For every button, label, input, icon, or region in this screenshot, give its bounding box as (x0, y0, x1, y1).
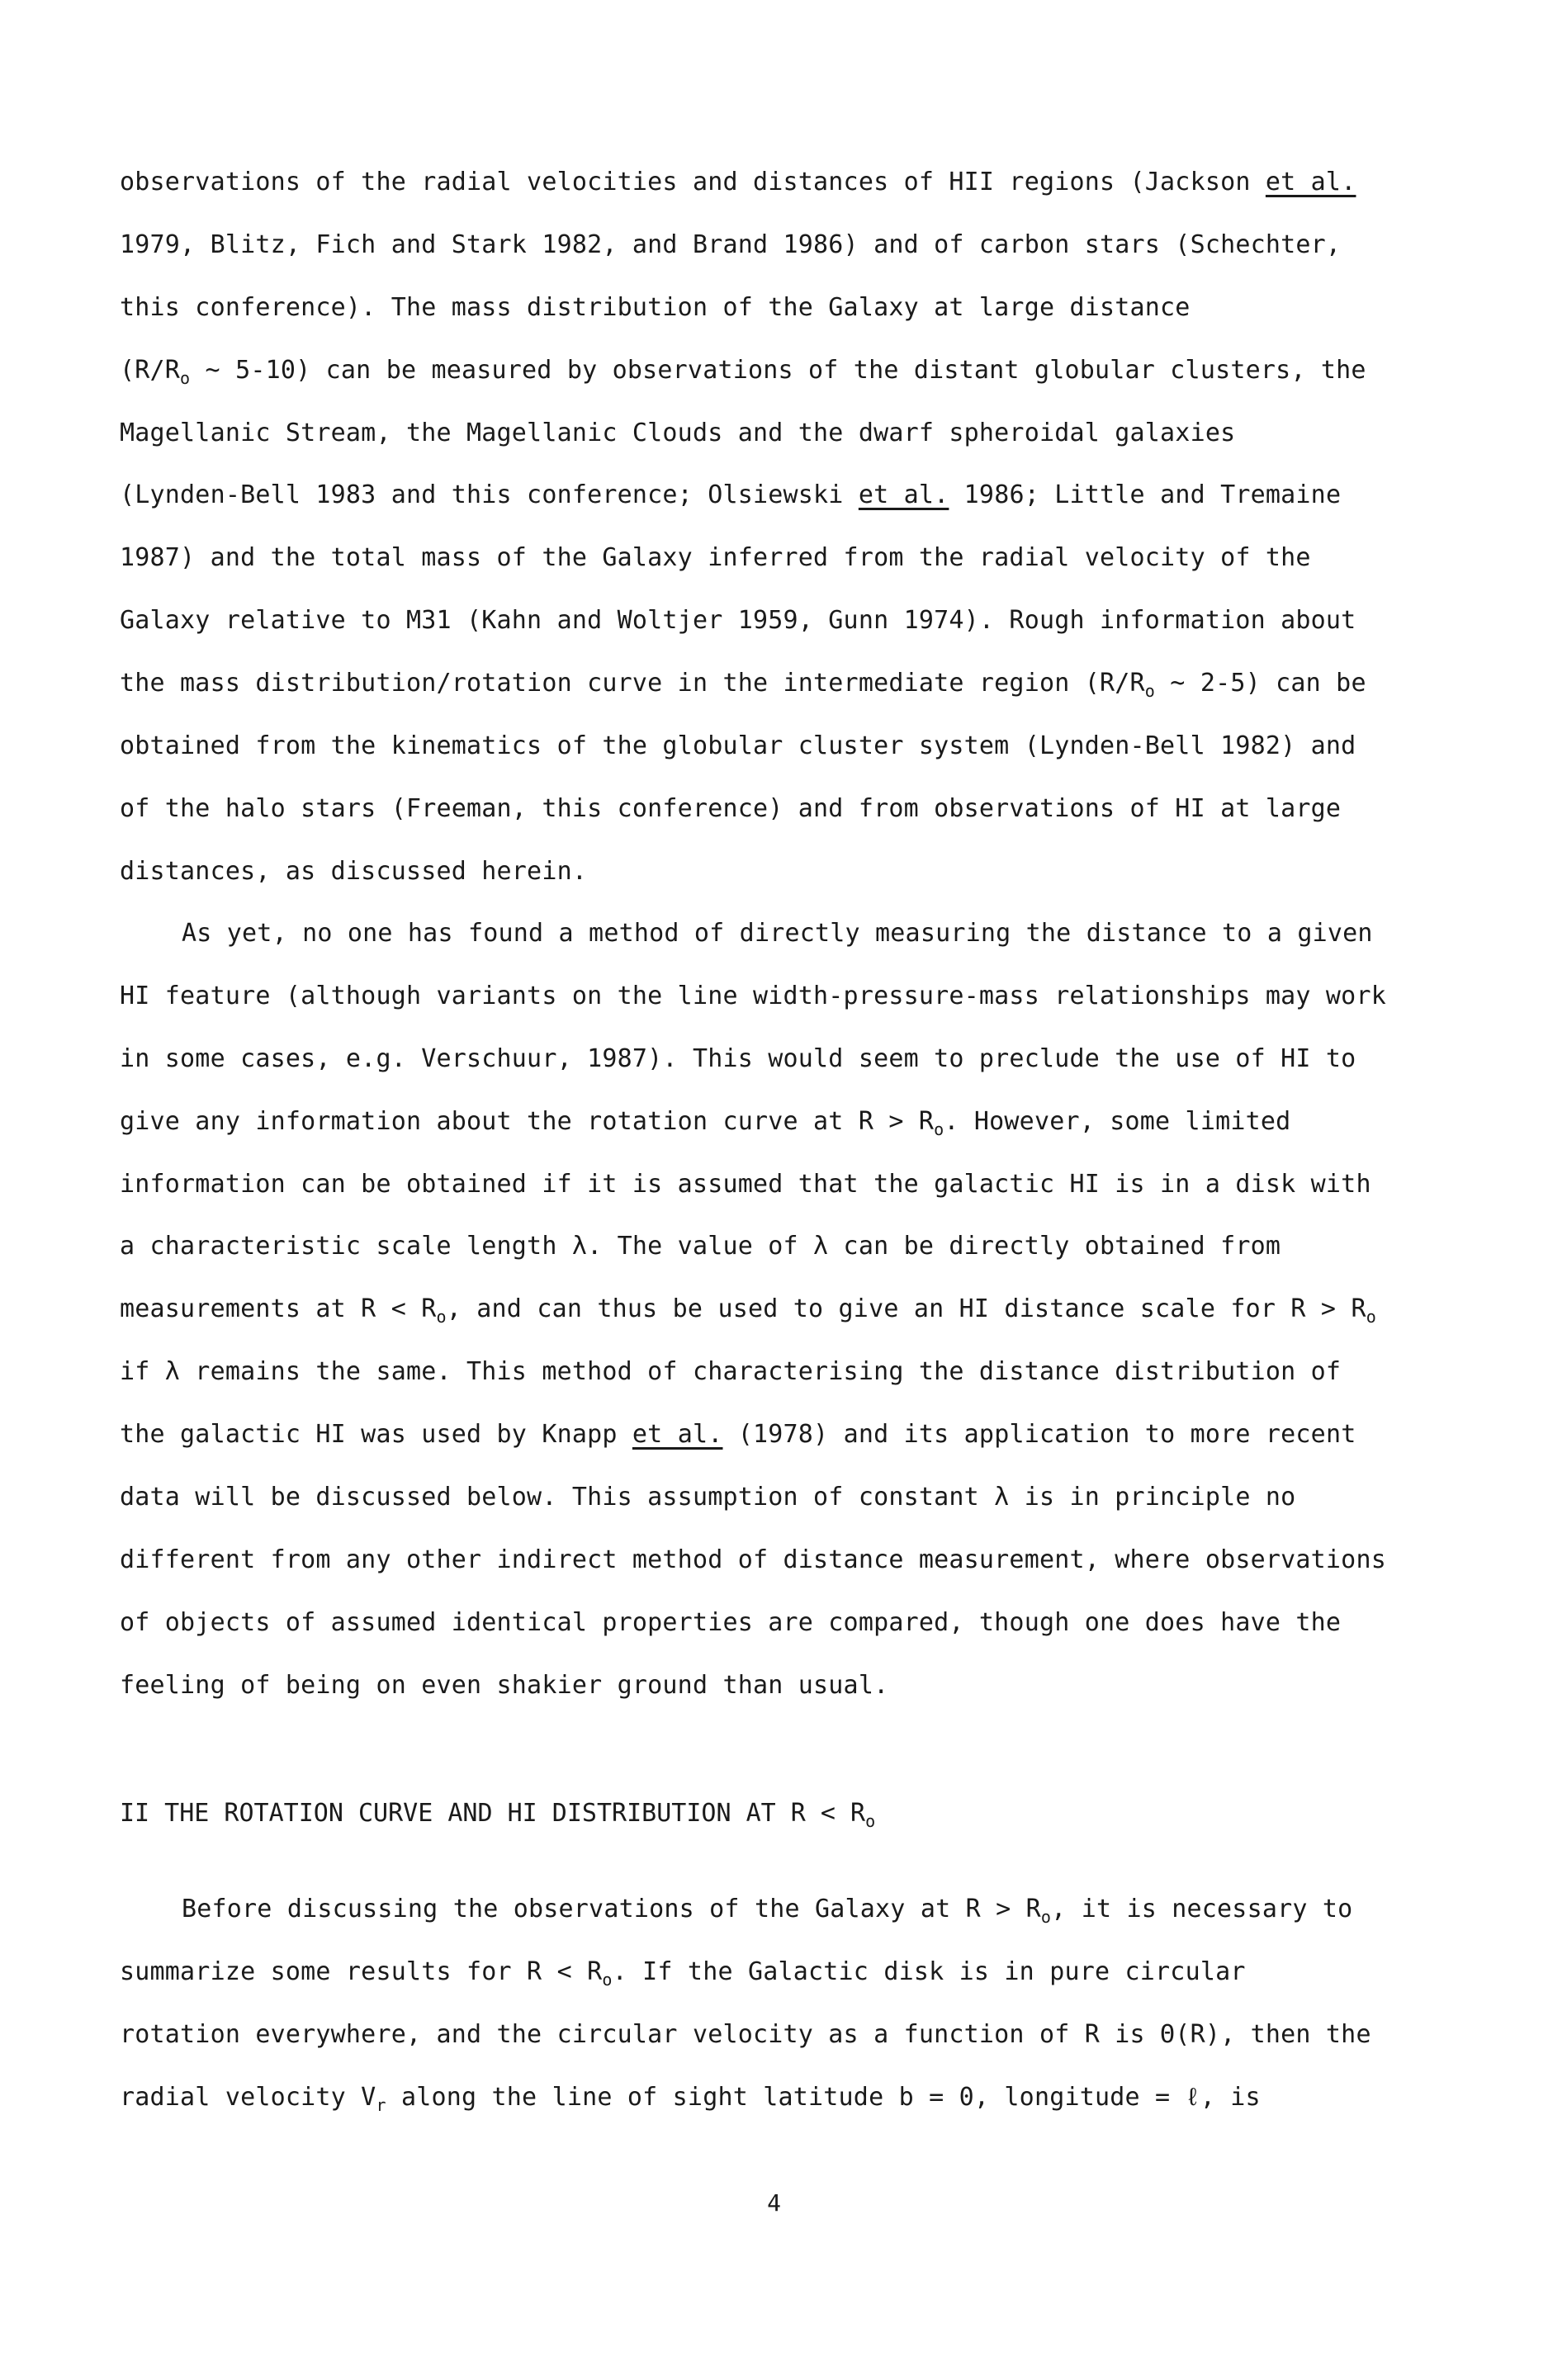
text-segment: observations of the radial velocities and distances of HII regions (Jackson (120, 168, 1266, 196)
underlined-citation: et al. (858, 480, 949, 510)
text-segment: information can be obtained if it is assumed that the galactic HI is in a disk with (120, 1169, 1371, 1199)
text-segment: radial velocity V (120, 2082, 376, 2112)
text-segment: ~ 5-10) can be measured by observations of the distant globular clusters, the (190, 355, 1366, 385)
text-segment: feeling of being on even shakier ground than usual. (120, 1670, 889, 1700)
text-line (120, 464, 1432, 527)
text-line (120, 1278, 1432, 1341)
text-line (120, 2004, 1432, 2066)
text-segment: ~ 2-5) can be (1155, 669, 1366, 698)
underlined-citation: et al. (632, 1420, 723, 1450)
subscript: o (1366, 1307, 1376, 1327)
subscript: o (934, 1119, 944, 1139)
text-line (120, 1341, 1432, 1403)
text-segment: of objects of assumed identical properties are compared, though one does have the (120, 1607, 1342, 1637)
text-line (120, 652, 1432, 715)
subscript: o (180, 367, 191, 388)
text-line (120, 277, 1432, 339)
text-segment: in some cases, e.g. Verschuur, 1987). This would seem to preclude the use of HI to (120, 1043, 1356, 1073)
text-line (120, 339, 1432, 402)
text-line (120, 151, 1432, 214)
text-line (120, 1028, 1432, 1091)
text-segment: II THE ROTATION CURVE AND HI DISTRIBUTION AT R < R (120, 1799, 866, 1828)
text-line (120, 589, 1432, 652)
text-line (120, 1403, 1432, 1466)
text-segment: Galaxy relative to M31 (Kahn and Woltjer 1959, Gunn 1974). Rough information about (120, 606, 1356, 636)
text-line (120, 527, 1432, 589)
subscript: r (376, 2094, 386, 2115)
text-segment: (R/R (120, 355, 181, 385)
text-segment: HI feature (although variants on the line width-pressure-mass relationships may work (120, 981, 1386, 1010)
text-line (120, 402, 1432, 465)
text-segment: 1987) and the total mass of the Galaxy inferred from the radial velocity of the (120, 543, 1311, 573)
text-line (120, 778, 1432, 840)
text-line (120, 1091, 1432, 1153)
text-segment: of the halo stars (Freeman, this conference) and from observations of HI at large (120, 793, 1342, 823)
text-segment: the mass distribution/rotation curve in the intermediate region (R/R (120, 669, 1145, 698)
text-line (120, 1654, 1432, 1717)
text-segment: As yet, no one has found a method of directly measuring the distance to a given (182, 919, 1373, 948)
subscript: o (1040, 1907, 1052, 1927)
underlined-citation: et al. (1265, 168, 1356, 196)
text-line (120, 840, 1432, 903)
text-segment: (Lynden-Bell 1983 and this conference; Olsiewski (120, 480, 859, 510)
text-segment: Before discussing the observations of the Galaxy at R > R (182, 1895, 1041, 1923)
subscript: o (865, 1811, 876, 1831)
text-line (120, 715, 1432, 778)
text-line (120, 1215, 1432, 1278)
paragraph-3 (120, 1878, 1432, 2129)
text-segment: different from any other indirect method of distance measurement, where observations (120, 1545, 1386, 1574)
text-line (120, 214, 1432, 277)
text-line (120, 2066, 1432, 2129)
paragraph-2 (120, 902, 1432, 1717)
section-heading (120, 1781, 875, 1847)
text-segment: , it is necessary to (1051, 1895, 1353, 1923)
text-segment: summarize some results for R < R (120, 1957, 603, 1986)
text-segment: , and can thus be used to give an HI distance scale for R > R (446, 1294, 1366, 1324)
text-segment: obtained from the kinematics of the globular cluster system (Lynden-Bell 1982) and (120, 731, 1356, 761)
text-line (120, 1529, 1432, 1592)
text-line (120, 1592, 1432, 1654)
text-segment: the galactic HI was used by Knapp (120, 1420, 632, 1450)
text-segment: . If the Galactic disk is in pure circular (612, 1957, 1246, 1986)
text-segment: . However, some limited (944, 1106, 1291, 1136)
text-segment: distances, as discussed herein. (120, 856, 588, 886)
text-line (120, 1878, 1432, 1941)
text-segment: (1978) and its application to more recent (722, 1420, 1356, 1450)
text-segment: data will be discussed below. This assumption of constant λ is in principle no (120, 1483, 1296, 1512)
text-segment: this conference). The mass distribution of the Galaxy at large distance (120, 292, 1191, 322)
text-segment: Magellanic Stream, the Magellanic Clouds and the dwarf spheroidal galaxies (120, 418, 1236, 447)
text-line (120, 1153, 1432, 1216)
text-line (120, 1466, 1432, 1529)
text-segment: along the line of sight latitude b = 0, longitude = ℓ, is (386, 2082, 1261, 2112)
paragraph-1 (120, 151, 1432, 903)
text-segment: 1986; Little and Tremaine (949, 480, 1342, 510)
subscript: o (602, 1969, 613, 1990)
text-segment: give any information about the rotation curve at R > R (120, 1106, 935, 1136)
text-segment: rotation everywhere, and the circular velocity as a function of R is Θ(R), then the (120, 2019, 1371, 2049)
text-segment: measurements at R < R (120, 1294, 437, 1324)
text-line (120, 965, 1432, 1028)
text-segment: 1979, Blitz, Fich and Stark 1982, and Brand 1986) and of carbon stars (Schechter, (120, 229, 1342, 259)
subscript: o (1144, 681, 1156, 702)
subscript: o (436, 1307, 447, 1327)
page-number: 4 (767, 2189, 781, 2217)
text-segment: a characteristic scale length λ. The value of λ can be directly obtained from (120, 1232, 1281, 1261)
text-segment: if λ remains the same. This method of characterising the distance distribution of (120, 1357, 1342, 1387)
text-line (120, 1941, 1432, 2004)
text-line (120, 902, 1432, 965)
